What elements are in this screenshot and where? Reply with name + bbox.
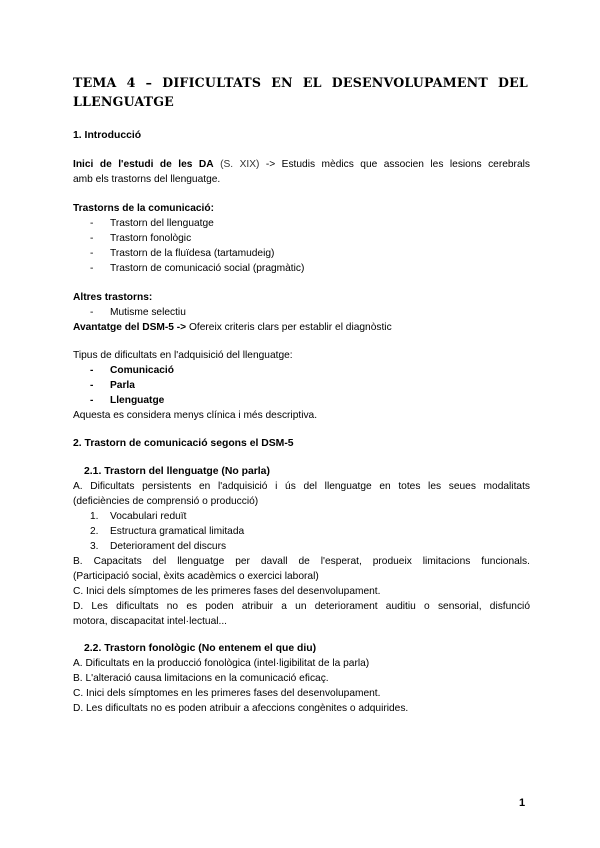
communication-heading: Trastorns de la comunicació: xyxy=(73,203,214,214)
document-title xyxy=(73,73,528,111)
list-item: - Comunicació xyxy=(90,365,174,376)
section-1-heading: 1. Introducció xyxy=(73,130,142,141)
intro-line-1 xyxy=(73,157,530,172)
dsm-advantage: Avantatge del DSM-5 -> Ofereix criteris clars per establir el diagnòstic xyxy=(73,322,392,333)
section-2-heading: 2. Trastorn de comunicació segons el DSM-5 xyxy=(73,438,294,449)
types-list xyxy=(73,363,530,408)
intro-line-2: amb els trastorns del llenguatge. xyxy=(73,174,221,185)
list-item: - Trastorn de comunicació social (pragmàtic) xyxy=(90,263,305,274)
other-disorders xyxy=(73,290,530,335)
criterion-a-line-2: (deficiències de comprensió o producció) xyxy=(73,496,259,507)
criterion-b-line-2: (Participació social, èxits acadèmics o exercici laboral) xyxy=(73,571,319,582)
title-line-2: LLENGUATGE xyxy=(73,94,174,109)
page-number: 1 xyxy=(519,797,526,809)
list-item: - Trastorn del llenguatge xyxy=(90,218,214,229)
list-item: - Trastorn de la fluïdesa (tartamudeig) xyxy=(90,248,275,259)
criterion-d-line-2: motora, discapacitat intel·lectual... xyxy=(73,616,228,627)
types-intro: Tipus de dificultats en l'adquisició del llenguatge: xyxy=(73,350,293,361)
list-item: - Trastorn fonològic xyxy=(90,233,192,244)
communication-disorders xyxy=(73,201,530,276)
subsection-2-2 xyxy=(73,641,530,716)
criterion-a-list xyxy=(73,509,530,554)
list-item: 1. Vocabulari reduït xyxy=(90,511,187,522)
intro-paren: (S. XIX) xyxy=(220,159,260,170)
intro-paragraph xyxy=(73,157,530,187)
criterion-b-line-1: B. Capacitats del llenguatge per davall de l'esperat, produeix limitacions funcionals. xyxy=(73,556,530,567)
title-line-1: TEMA 4 – DIFICULTATS EN EL DESENVOLUPAMENT DEL xyxy=(73,75,528,90)
list-item: - Parla xyxy=(90,380,135,391)
criterion-b: B. L'alteració causa limitacions en la comunicació eficaç. xyxy=(73,673,329,684)
criterion-c: C. Inici dels símptomes de les primeres fases del desenvolupament. xyxy=(73,586,381,597)
types-note: Aquesta es considera menys clínica i més descriptiva. xyxy=(73,410,318,421)
criterion-d-line-1: D. Les dificultats no es poden atribuir a un deteriorament auditiu o sensorial, disfunció xyxy=(73,601,530,612)
criterion-c: C. Inici dels símptomes en les primeres fases del desenvolupament. xyxy=(73,688,381,699)
criterion-a-line-1: A. Dificultats persistents en l'adquisició i ús del llenguatge en totes les seues modalitats xyxy=(73,481,530,492)
others-heading: Altres trastorns: xyxy=(73,292,153,303)
communication-list xyxy=(73,216,530,276)
subsection-2-2-heading: 2.2. Trastorn fonològic (No entenem el que diu) xyxy=(84,643,317,654)
criterion-d: D. Les dificultats no es poden atribuir a afeccions congènites o adquirides. xyxy=(73,703,409,714)
subsection-2-1-heading: 2.1. Trastorn del llenguatge (No parla) xyxy=(84,466,270,477)
list-item: 3. Deteriorament del discurs xyxy=(90,541,227,552)
criterion-a: A. Dificultats en la producció fonològica (intel·ligibilitat de la parla) xyxy=(73,658,370,669)
subsection-2-1 xyxy=(73,464,530,629)
list-item: - Llenguatge xyxy=(90,395,165,406)
others-list xyxy=(73,305,530,320)
intro-rest: -> Estudis mèdics que associen les lesions cerebrals xyxy=(265,159,530,170)
list-item: - Mutisme selectiu xyxy=(90,307,186,318)
intro-bold: Inici de l'estudi de les DA xyxy=(73,159,214,170)
difficulty-types xyxy=(73,348,530,423)
list-item: 2. Estructura gramatical limitada xyxy=(90,526,245,537)
